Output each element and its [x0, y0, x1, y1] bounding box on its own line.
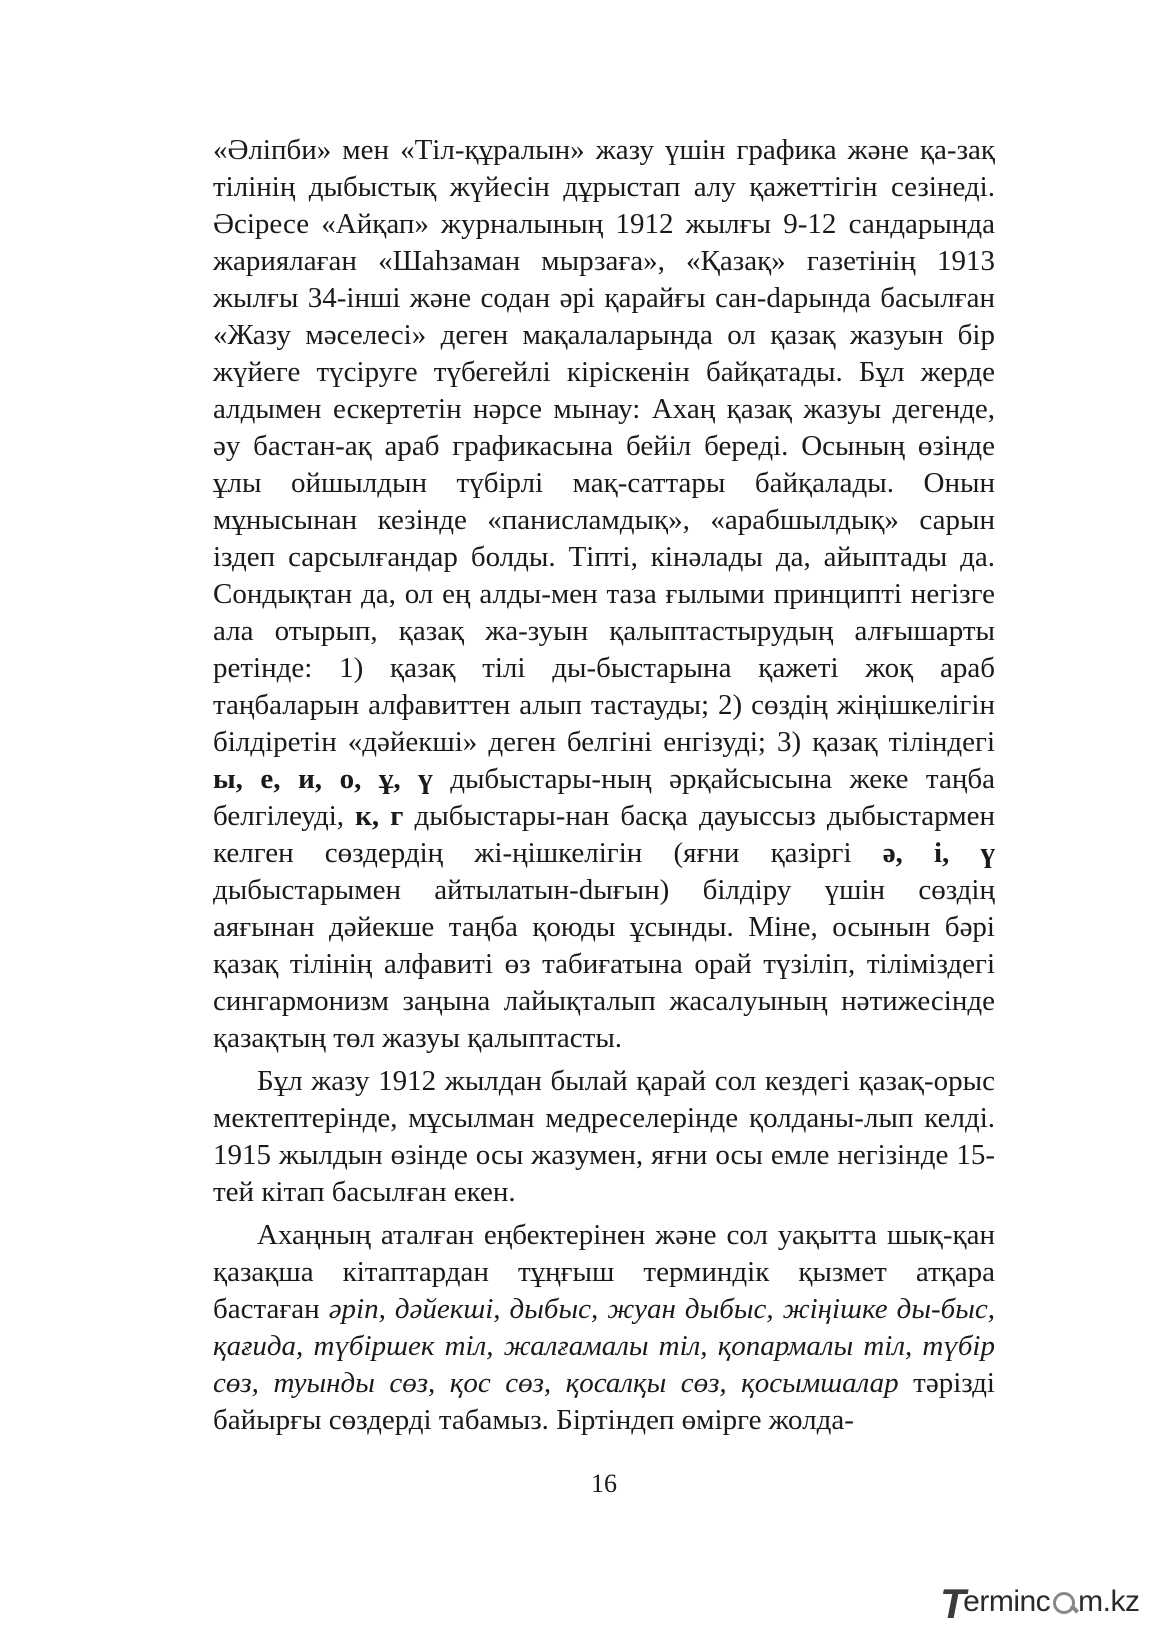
paragraph-1: «Әліпби» мен «Тіл-құралын» жазу үшін графика және қа-зақ тілінің дыбыстық жүйесін дұрыстап алу қажеттігін сезінеді. Әсіресе «Айқап» журналының 1912 жылғы 9-12 сандарында жариялаған «Шаһзаман мырзаға», «Қазақ» газетінің 1913 жылғы 34-інші және содан әрі қарайғы сан-dарында басылған «Жазу мәселесі» деген мақалаларында ол қазақ жазуын бір жүйеге түсіруге түбегейлі кірiскенін байқатады. Бұл жерде алдымен ескертетін нәрсе мынау: Ахаң қазақ жазуы дегенде, әу бастан-ақ араб графикасына бейіл береді. Осының өзінде ұлы ойшылдын түбірлі мақ-саттары байқалады. Онын мұнысынан кезінде «панисламдық», «арабшылдық» сарын іздеп сарсылғандар болды. Тіпті, кінәлады да, айыптады да. Сондықтан да, ол ең алды-мен таза ғылыми принципті негізге ала отырып, қазақ жа-зуын қалыптастырудың алғышарты ретінде: 1) қазақ тілі ды-быстарына қажеті жоқ араб таңбаларын алфавиттен алып тастауды; 2) сөздің жіңішкелігін білдіретін «дәйекші» деген белгіні енгізуді; 3) қазақ тіліндегі ы, е, и, о, ұ, ү дыбыстары-ның әрқайсысына жеке таңба белгілеуді, к, г дыбыстары-нан басқа дауыссыз дыбыстармен келген сөздердің жі-ңішкелігін (яғни қазіргі ә, і, ү дыбыстарымен айтылатын-dығын) білдіру үшін сөздің аяғынан дәйекше таңба қоюды ұсынды. Міне, осынын бәрі қазақ тілінің алфавиті өз табиғатына орай түзіліп, тіліміздегі сингармонизм заңына лайықталып жасалуының нәтижесінде қазақтың төл жазуы қалыптасты.	[213, 134, 995, 1054]
watermark-text-middle: erminc	[963, 1585, 1051, 1618]
page-body	[213, 132, 995, 1445]
page-number: 16	[591, 1469, 617, 1498]
termincom-watermark	[940, 1580, 1140, 1627]
paragraph-2: Бұл жазу 1912 жылдан былай қарай сол кездегі қазақ-орыс мектептерінде, мұсылман медреселерінде қолданы-лып келді. 1915 жылдын өзінде осы жазумен, яғни осы емле негізінде 15-тей кітап басылған екен.	[213, 1065, 995, 1208]
watermark-text-suffix: m.kz	[1078, 1585, 1140, 1618]
magnifier-icon	[1051, 1589, 1077, 1615]
watermark-initial: T	[940, 1580, 966, 1627]
paragraph-3: Ахаңның аталған еңбектерінен және сол уақытта шық-қан қазақша кітаптардан тұңғыш терминдік қызмет атқара бастаған әріп, дәйекші, дыбыс, жуан дыбыс, жіңішке ды-быс, қағида, түбіршек тіл, жалғамалы тіл, қопармалы тіл, түбір сөз, туынды сөз, қос сөз, қосалқы сөз, қосымшалар тәрізді байырғы сөздерді табамыз. Біртіндеп өмірге жолда-	[213, 1219, 995, 1436]
